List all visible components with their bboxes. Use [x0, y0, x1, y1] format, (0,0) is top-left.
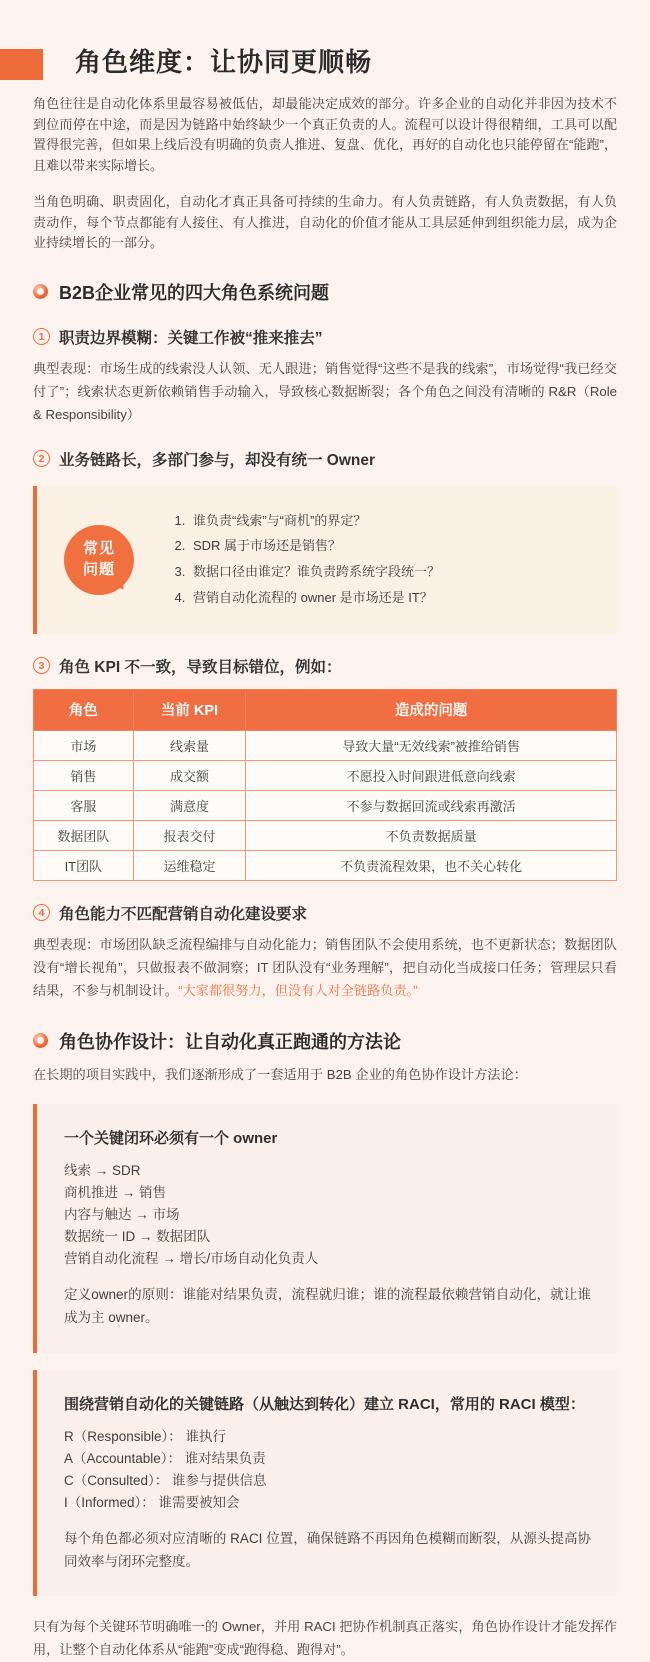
table-cell: 市场: [34, 730, 134, 760]
raci-method-box: [33, 1370, 617, 1597]
title-accent-square-icon: [0, 49, 43, 80]
table-row: [34, 790, 617, 820]
problem-3-heading: [33, 655, 617, 677]
question-list: [161, 506, 603, 614]
page-title-row: [33, 0, 617, 78]
raci-item: C（Consulted）： 谁参与提供信息: [64, 1472, 267, 1488]
common-questions-callout: [33, 486, 617, 634]
speech-bubble-icon: [64, 525, 134, 595]
table-row: [34, 850, 617, 880]
problem-4-body: [33, 934, 617, 1003]
owner-principle: 定义owner的原则：谁能对结果负责，流程就归谁；谁的流程最依赖营销自动化，就让谁成为主 owner。: [64, 1286, 591, 1325]
table-cell: 导致大量“无效线索”被推给销售: [246, 730, 617, 760]
raci-note: 每个角色都必须对应清晰的 RACI 位置，确保链路不再因角色模糊而断裂，从源头提高协同效率与闭环完整度。: [64, 1530, 591, 1569]
owner-flow-line: 数据统一 ID → 数据团队: [64, 1228, 211, 1244]
table-header-row: [34, 689, 617, 730]
table-header-issue: 造成的问题: [246, 689, 617, 730]
raci-item: I（Informed）： 谁需要被知会: [64, 1494, 240, 1510]
table-cell: 运维稳定: [133, 850, 246, 880]
table-cell: 满意度: [133, 790, 246, 820]
ring-bullet-icon: [33, 284, 48, 299]
question-item: 1. 谁负责“线索”与“商机”的界定？: [189, 511, 603, 532]
problem-1-heading: [33, 326, 617, 348]
problem-4-quote: “大家都很努力，但没有人对全链路负责。”: [178, 982, 418, 998]
question-item: 4. 营销自动化流程的 owner 是市场还是 IT？: [189, 588, 603, 609]
table-cell: 不负责数据质量: [246, 820, 617, 850]
problem-1-title: 职责边界模糊：关键工作被“推来推去”: [59, 329, 323, 347]
owner-flow-line: 内容与触达 → 市场: [64, 1206, 180, 1222]
section-heading-problems: [33, 279, 617, 305]
circled-number-3: 3: [33, 657, 50, 674]
intro-paragraph-1: 角色往往是自动化体系里最容易被低估，却最能决定成效的部分。许多企业的自动化并非因为技术不到位而停在中途，而是因为链路中始终缺少一个真正负责的人。流程可以设计得很精细，工具可以配置得很完善，但如果上线后没有明确的负责人推进、复盘、优化，再好的自动化也只能停留在“能跑”，且难以带来实际增长。: [33, 96, 617, 173]
raci-item: A（Accountable）： 谁对结果负责: [64, 1450, 266, 1466]
problem-4-heading: [33, 902, 617, 924]
table-row: [34, 730, 617, 760]
owner-flow-line: 线索 → SDR: [64, 1162, 141, 1178]
speech-bubble-wrap: [37, 525, 161, 595]
kpi-table: [33, 689, 617, 881]
circled-number-4: 4: [33, 904, 50, 921]
problem-4-title: 角色能力不匹配营销自动化建设要求: [59, 905, 308, 923]
table-row: [34, 760, 617, 790]
page-title: 角色维度：让协同更顺畅: [75, 47, 373, 77]
table-cell: 线索量: [133, 730, 246, 760]
section-heading-method: [33, 1028, 617, 1054]
table-cell: 成交额: [133, 760, 246, 790]
raci-item: R（Responsible）： 谁执行: [64, 1428, 227, 1444]
owner-method-box: [33, 1104, 617, 1353]
table-cell: 不参与数据回流或线索再激活: [246, 790, 617, 820]
table-cell: 不愿投入时间跟进低意向线索: [246, 760, 617, 790]
intro-paragraph-2: 当角色明确、职责固化，自动化才真正具备可持续的生命力。有人负责链路，有人负责数据，有人负责动作，每个节点都能有人接住、有人推进，自动化的价值才能从工具层延伸到组织能力层，成为企业持续增长的一部分。: [33, 194, 617, 251]
question-item: 3. 数据口径由谁定？谁负责跨系统字段统一？: [189, 562, 603, 583]
problem-2-title: 业务链路长，多部门参与，却没有统一 Owner: [59, 451, 376, 469]
ring-bullet-icon: [33, 1033, 48, 1048]
table-cell: 客服: [34, 790, 134, 820]
table-cell: IT团队: [34, 850, 134, 880]
section-heading-label: B2B企业常见的四大角色系统问题: [59, 282, 330, 303]
circled-number-1: 1: [33, 328, 50, 345]
table-header-role: 角色: [34, 689, 134, 730]
raci-box-title: 围绕营销自动化的关键链路（从触达到转化）建立 RACI，常用的 RACI 模型：: [64, 1395, 585, 1413]
table-cell: 销售: [34, 760, 134, 790]
owner-flow-line: 营销自动化流程 → 增长/市场自动化负责人: [64, 1250, 319, 1266]
table-cell: 数据团队: [34, 820, 134, 850]
section-heading-label: 角色协作设计：让自动化真正跑通的方法论: [59, 1031, 401, 1052]
problem-1-body: 典型表现：市场生成的线索没人认领、无人跟进；销售觉得“这些不是我的线索”，市场觉得“我已经交付了”；线索状态更新依赖销售手动输入，导致核心数据断裂；各个角色之间没有清晰的 R&R（Role & Responsibility）: [33, 360, 617, 422]
problem-3-title: 角色 KPI 不一致，导致目标错位，例如：: [59, 658, 342, 676]
question-item: 2. SDR 属于市场还是销售？: [189, 536, 603, 557]
circled-number-2: 2: [33, 450, 50, 467]
owner-flow-line: 商机推进 → 销售: [64, 1184, 167, 1200]
method-intro: 在长期的项目实践中，我们逐渐形成了一套适用于 B2B 企业的角色协作设计方法论：: [33, 1066, 527, 1082]
problem-2-heading: [33, 448, 617, 470]
kpi-table-head: [34, 689, 617, 730]
table-header-kpi: 当前 KPI: [133, 689, 246, 730]
problem-4-body-text: 典型表现：市场团队缺乏流程编排与自动化能力；销售团队不会使用系统，也不更新状态；数据团队没有“增长视角”，只做报表不做洞察；IT 团队没有“业务理解”，把自动化当成接口任务；管理层只看结果，不参与机制设计。: [33, 936, 617, 998]
kpi-table-body: [34, 730, 617, 880]
table-cell: 报表交付: [133, 820, 246, 850]
bubble-label: 常见问题: [82, 540, 115, 578]
table-row: [34, 820, 617, 850]
conclusion-paragraph: 只有为每个关键环节明确唯一的 Owner，并用 RACI 把协作机制真正落实，角色协作设计才能发挥作用，让整个自动化体系从“能跑”变成“跑得稳、跑得对”。: [33, 1619, 617, 1658]
owner-box-title: 一个关键闭环必须有一个 owner: [64, 1129, 278, 1147]
table-cell: 不负责流程效果，也不关心转化: [246, 850, 617, 880]
